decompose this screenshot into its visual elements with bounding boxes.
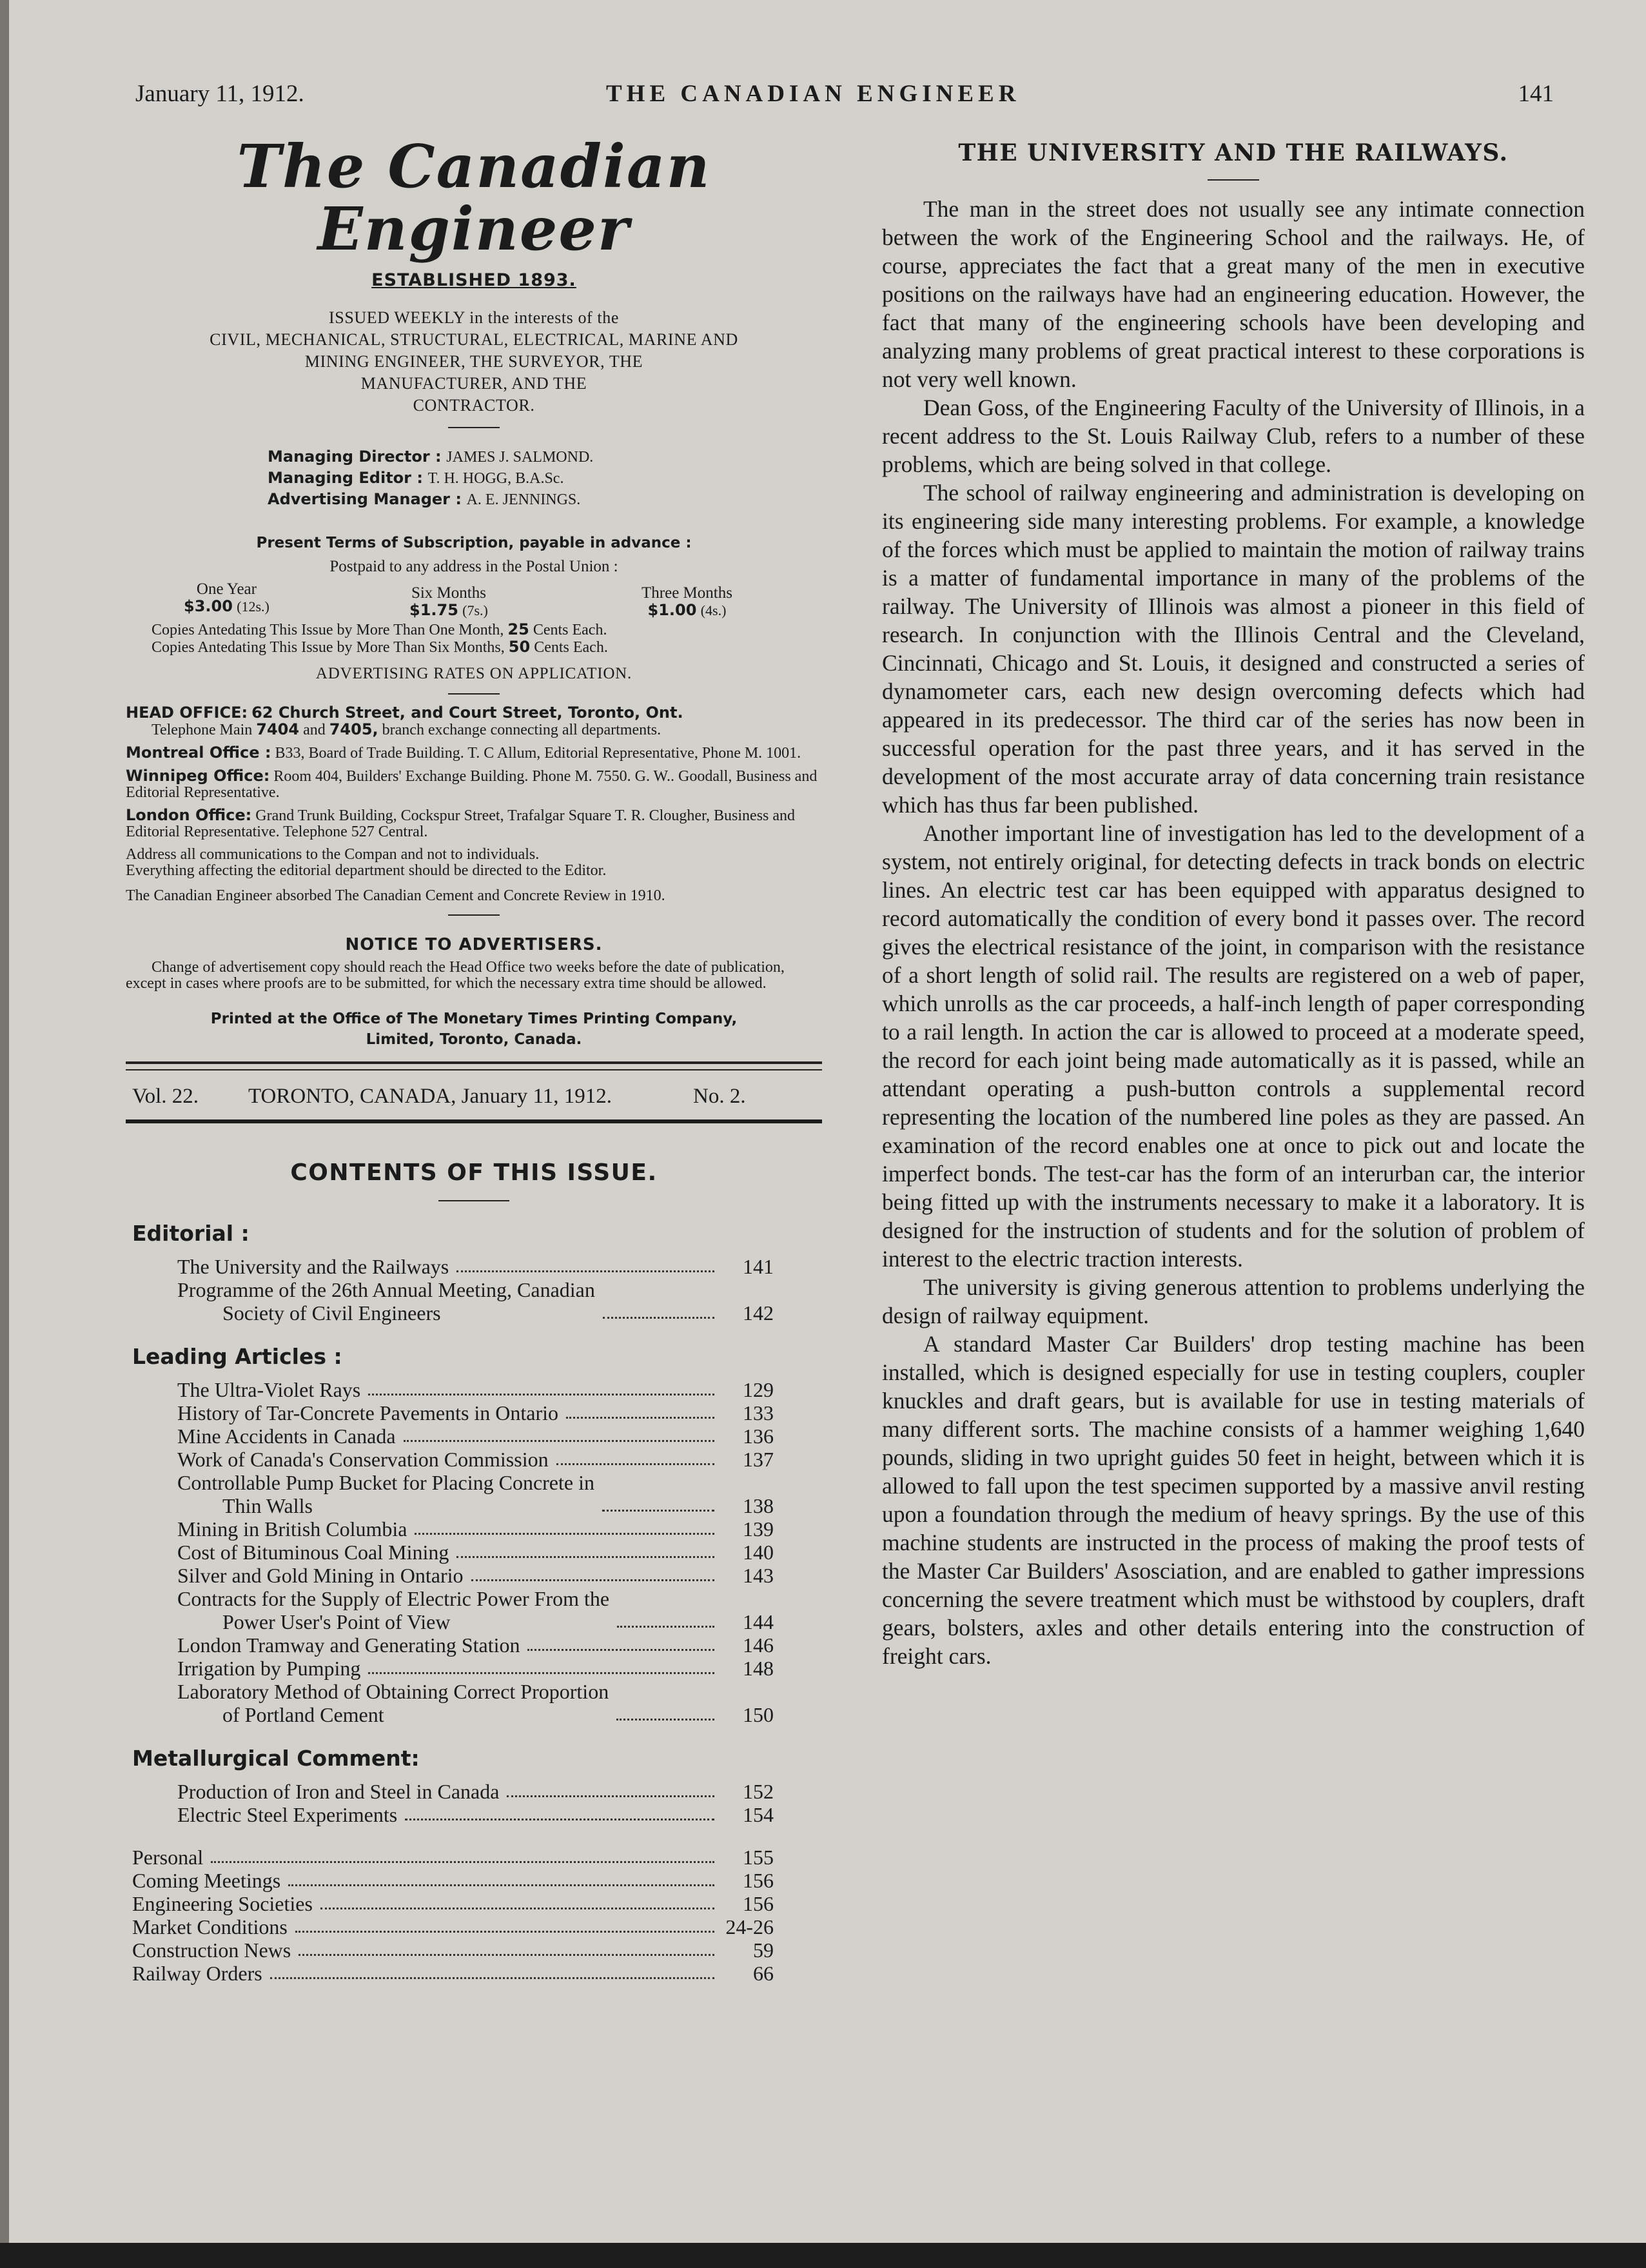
term-price: $1.75	[409, 601, 458, 620]
toc-title-cont: Power User's Point of View	[222, 1610, 451, 1634]
toc-title-line: Contracts for the Supply of Electric Power From the	[177, 1587, 610, 1611]
toc-title-line: Personal	[132, 1846, 204, 1869]
toc-entry[interactable]	[177, 1541, 774, 1564]
staff-row	[268, 468, 822, 489]
toc-title: The University and the Railways	[177, 1255, 449, 1279]
toc-entry[interactable]	[132, 1892, 774, 1915]
toc-entry[interactable]	[177, 1378, 774, 1401]
toc-title-line: Irrigation by Pumping	[177, 1657, 361, 1681]
toc-leader	[456, 1270, 714, 1272]
toc-entry[interactable]	[132, 1938, 774, 1962]
office-label: London Office:	[126, 806, 252, 825]
office-label: Winnipeg Office:	[126, 767, 270, 785]
toc-title-cont: of Portland Cement	[222, 1703, 384, 1727]
article-paragraph: A standard Master Car Builders' drop testing machine has been installed, which is designed especially for use in testing couplers, coupler knuckles and draft gears, but is available for use in testing materials of many different sorts. The machine consists of a hammer weighing 1,640 pounds, sliding in two upright guides 50 feet in height, between which it is allowed to fall upon the test specimen supported by a massive anvil resting upon a foundation through the medium of heavy springs. By the use of this machine students are instructed in the process of making the proof tests of the Master Car Builders' Asosciation, and are enabled to gather impressions concerning the severe treatment which must be withstood by couplers, draft gears, bolsters, axles and other details entering into the construction of freight cars.	[882, 1331, 1585, 1669]
toc-title-line: Production of Iron and Steel in Canada	[177, 1780, 500, 1804]
editorial-note: Everything affecting the editorial department should be directed to the Editor.	[126, 862, 607, 880]
article-paragraph: The school of railway engineering and administration is developing on its engineering side many interesting problems. For example, a knowledge of the forces which must be applied to maintain the motion of railway trains is a matter of fundamental importance in many of the problems of the railway. The University of Illinois was almost a pioneer in this field of research. In conjunction with the Illinois Central and the Cleveland, Cincinnati, Chicago and St. Louis, it designed and constructed a series of dynamometer cars, each new design overcoming defects which had appeared in its predecessor. The third car of the series has now been in successful operation for the past three years, and it has served in the development of the most accurate array of data concerning train resistance which has thus far been published.	[882, 480, 1585, 818]
toc-page: 138	[743, 1494, 774, 1518]
toc-leader	[288, 1884, 714, 1886]
toc-entry[interactable]	[177, 1680, 774, 1726]
toc-metallurgical-list	[126, 1780, 822, 1826]
toc-title-line: London Tramway and Generating Station	[177, 1633, 520, 1657]
toc-entry[interactable]	[177, 1471, 774, 1517]
copies-suffix: Cents Each.	[534, 639, 608, 656]
office-label: Montreal Office :	[126, 744, 271, 762]
volume-place-date: TORONTO, CANADA, January 11, 1912.	[248, 1085, 612, 1109]
thick-rule	[126, 1119, 822, 1123]
phone-number: 7404	[256, 720, 300, 739]
toc-entry[interactable]	[132, 1915, 774, 1938]
toc-leader	[456, 1556, 714, 1558]
staff-name: JAMES J. SALMOND.	[446, 449, 594, 466]
office-text: Room 404, Builders' Exchange Building. Phone M. 7550. G. W.. Goodall, Business and Editorial Representative.	[126, 768, 818, 802]
volume-line	[126, 1085, 822, 1117]
london-office	[126, 807, 822, 840]
copies-one-month	[152, 621, 822, 638]
term-unit: (7s.)	[462, 602, 488, 619]
advertising-rates: ADVERTISING RATES ON APPLICATION.	[315, 665, 632, 683]
article-paragraph: The university is giving generous attention to problems underlying the design of railway equipment.	[882, 1274, 1585, 1328]
toc-section-metallurgical: Metallurgical Comment:	[132, 1746, 420, 1771]
toc-title-line: The Ultra-Violet Rays	[177, 1378, 361, 1402]
toc-leader	[270, 1977, 714, 1979]
toc-page: 133	[743, 1401, 774, 1425]
toc-page: 152	[743, 1780, 774, 1804]
term-label: Six Months	[411, 584, 486, 602]
term-unit: (12s.)	[237, 598, 269, 615]
established-line: ESTABLISHED 1893.	[371, 270, 576, 291]
staff-row	[268, 446, 822, 468]
copies-text: Copies Antedating This Issue by More Than Six Months,	[152, 639, 505, 656]
staff-name: T. H. HOGG, B.A.Sc.	[427, 470, 564, 488]
toc-leader	[507, 1795, 714, 1797]
double-rule	[126, 1061, 822, 1064]
toc-entry[interactable]	[132, 1869, 774, 1892]
phone-suffix: branch exchange connecting all departments.	[382, 722, 661, 739]
contents-title: CONTENTS OF THIS ISSUE.	[290, 1159, 658, 1187]
office-phone-line	[126, 722, 822, 738]
toc-leader	[566, 1417, 714, 1419]
volume-number: Vol. 22.	[132, 1085, 199, 1109]
staff-role: Managing Director :	[268, 448, 442, 466]
toc-section-leading: Leading Articles :	[132, 1344, 342, 1370]
head-office	[126, 705, 822, 738]
article-title: THE UNIVERSITY AND THE RAILWAYS.	[958, 139, 1509, 166]
printer-line: Limited, Toronto, Canada.	[366, 1031, 582, 1049]
toc-title	[177, 1378, 360, 1401]
staff-name: A. E. JENNINGS.	[466, 491, 581, 509]
toc-page: 156	[743, 1892, 774, 1916]
toc-title	[177, 1425, 396, 1448]
toc-title	[177, 1657, 360, 1680]
notice-heading: NOTICE TO ADVERTISERS.	[345, 935, 603, 955]
toc-title	[177, 1517, 407, 1541]
toc-page: 136	[743, 1425, 774, 1448]
address-note: Address all communications to the Compan and not to individuals.	[126, 846, 540, 863]
toc-page: 155	[743, 1846, 774, 1869]
copies-text: Copies Antedating This Issue by More Than One Month,	[152, 622, 504, 639]
toc-title-line: Railway Orders	[132, 1962, 262, 1986]
toc-leader	[415, 1533, 714, 1535]
toc-leader	[368, 1394, 714, 1395]
subscription-terms	[126, 581, 822, 621]
toc-leader	[617, 1626, 714, 1628]
toc-page: 148	[743, 1657, 774, 1681]
subscription-postpaid: Postpaid to any address in the Postal Union :	[329, 558, 618, 576]
toc-title	[177, 1278, 595, 1325]
toc-title	[177, 1471, 594, 1517]
toc-title-line: Coming Meetings	[132, 1869, 281, 1893]
toc-leader	[295, 1931, 714, 1933]
toc-title	[132, 1892, 313, 1915]
toc-title	[132, 1938, 291, 1962]
toc-title	[177, 1587, 609, 1633]
toc-title-cont: Thin Walls	[222, 1494, 313, 1518]
toc-title	[177, 1541, 449, 1564]
double-rule	[126, 1069, 822, 1070]
toc-section-editorial: Editorial :	[132, 1221, 250, 1247]
toc-leader	[368, 1672, 714, 1674]
toc-title	[132, 1915, 288, 1938]
divider	[448, 914, 500, 916]
toc-page: 140	[743, 1541, 774, 1564]
toc-entry[interactable]	[177, 1657, 774, 1680]
term-price: $3.00	[184, 597, 233, 616]
divider	[438, 1200, 509, 1201]
masthead-column	[126, 132, 822, 2218]
issue-date: January 11, 1912.	[135, 81, 304, 107]
toc-entry[interactable]	[177, 1633, 774, 1657]
toc-title	[177, 1680, 609, 1726]
term-three-months	[642, 585, 732, 619]
toc-title-line: Silver and Gold Mining in Ontario	[177, 1564, 464, 1588]
toc-title-line: Mine Accidents in Canada	[177, 1425, 396, 1448]
toc-leader	[320, 1908, 714, 1909]
toc-entry[interactable]	[132, 1962, 774, 1985]
staff-role: Advertising Manager :	[268, 490, 462, 509]
toc-page: 24-26	[725, 1915, 774, 1939]
toc-leader	[471, 1579, 714, 1581]
intro-line: CONTRACTOR.	[413, 396, 535, 415]
toc-entry[interactable]	[177, 1780, 774, 1803]
copies-six-months	[152, 638, 822, 656]
office-text: Grand Trunk Building, Cockspur Street, Trafalgar Square T. R. Clougher, Business and Editorial Representative. Telephone 527 Central.	[126, 807, 796, 841]
toc-page: 144	[743, 1610, 774, 1634]
article-paragraph: Another important line of investigation has led to the development of a system, not entirely original, for detecting defects in track bonds on electric lines. An electric test car has been equipped with apparatus designed to record automatically the condition of every bond it passes over. The record gives the electrical resistance of the joint, in comparison with the resistance of a short length of solid rail. The results are registered on a web of paper, which unrolls as the car proceeds, a half-inch length of paper corresponding to a rail length. In action the car is allowed to proceed at a moderate speed, the record for each joint being made automatically as it is passed, while an attendant operating a push-button controls a supplemental record representing the location of the numbered line poles as they are passed. An examination of the record enables one at once to pick out and locate the imperfect bonds. The test-car has the form of an interurban car, the interior being fitted up with the instruments necessary to make it a laboratory. It is designed for the instruction of students and for the solution of problem of interest to the electric traction interests.	[882, 820, 1585, 1272]
toc-title	[132, 1869, 280, 1892]
term-label: Three Months	[642, 584, 732, 602]
toc-leader	[616, 1719, 714, 1721]
toc-title	[132, 1846, 203, 1869]
office-label: HEAD OFFICE:	[126, 704, 248, 722]
divider	[1208, 179, 1259, 181]
toc-leader	[405, 1819, 714, 1820]
toc-leader	[602, 1510, 714, 1512]
toc-entry[interactable]	[177, 1255, 774, 1278]
notice-text: Change of advertisement copy should reach the Head Office two weeks before the date of publication, except in cases where proofs are to be submitted, for which the necessary extra time should be allowed.	[126, 959, 785, 992]
journal-name: THE CANADIAN ENGINEER	[606, 81, 1021, 107]
toc-title	[177, 1633, 520, 1657]
toc-leader	[299, 1954, 714, 1956]
toc-leader	[603, 1317, 714, 1319]
toc-title-line: Cost of Bituminous Coal Mining	[177, 1541, 449, 1564]
toc-title-line: Market Conditions	[132, 1915, 288, 1939]
term-six-months	[409, 585, 488, 619]
intro-line: MINING ENGINEER, THE SURVEYOR, THE	[304, 352, 643, 371]
toc-entry[interactable]	[177, 1425, 774, 1448]
article-column	[882, 135, 1585, 2186]
toc-title-line: Laboratory Method of Obtaining Correct Proportion	[177, 1680, 609, 1704]
toc-title	[177, 1448, 549, 1471]
term-price: $1.00	[647, 601, 697, 620]
subscription-heading: Present Terms of Subscription, payable in advance :	[256, 535, 692, 552]
toc-page: 137	[743, 1448, 774, 1472]
phone-number: 7405,	[329, 720, 378, 739]
article-paragraph: Dean Goss, of the Engineering Faculty of the University of Illinois, in a recent address to the St. Louis Railway Club, refers to a number of these problems, which are being solved in that college.	[882, 395, 1585, 477]
issue-number: No. 2.	[693, 1085, 746, 1109]
toc-title	[177, 1564, 464, 1587]
toc-page: 141	[743, 1255, 774, 1279]
printer-line: Printed at the Office of The Monetary Times Printing Company,	[210, 1011, 738, 1028]
toc-title-line: Controllable Pump Bucket for Placing Concrete in	[177, 1471, 594, 1495]
toc-entry[interactable]	[177, 1278, 774, 1325]
phone-and: and	[303, 722, 326, 739]
intro-line: ISSUED WEEKLY in the interests of the	[329, 308, 619, 328]
toc-title-line: Construction News	[132, 1938, 291, 1962]
phone-prefix: Telephone Main	[152, 722, 253, 739]
masthead-intro	[152, 307, 796, 417]
toc-title-line: History of Tar-Concrete Pavements in Ontario	[177, 1401, 559, 1425]
copies-price: 25	[507, 620, 529, 639]
toc-entry[interactable]	[177, 1587, 774, 1633]
toc-page: 150	[743, 1703, 774, 1727]
toc-leader	[527, 1649, 714, 1651]
toc-title	[177, 1803, 397, 1826]
toc-page: 154	[743, 1803, 774, 1827]
toc-leading-list	[126, 1378, 822, 1726]
toc-leader	[556, 1463, 714, 1465]
toc-title-line: Engineering Societies	[132, 1892, 313, 1916]
masthead-title: The Canadian Engineer	[237, 132, 711, 264]
toc-page: 156	[743, 1869, 774, 1893]
toc-title-line: Work of Canada's Conservation Commission	[177, 1448, 549, 1472]
staff-role: Managing Editor :	[268, 469, 423, 488]
toc-title-line: Electric Steel Experiments	[177, 1803, 398, 1827]
toc-page: 59	[753, 1938, 774, 1962]
toc-page: 146	[743, 1633, 774, 1657]
toc-entry[interactable]	[177, 1401, 774, 1425]
intro-line: MANUFACTURER, AND THE	[360, 374, 587, 393]
toc-title-line: Mining in British Columbia	[177, 1517, 407, 1541]
toc-title	[132, 1962, 262, 1985]
article-paragraph: The man in the street does not usually see any intimate connection between the work of the Engineering School and the railways. He, of course, appreciates the fact that a great many of the men in executive positions on the railways have had an engineering education. However, the fact that many of the engineering schools have been developing and analyzing many problems of great practical interest to these corporations is not very well known.	[882, 196, 1585, 392]
toc-leader	[404, 1440, 714, 1442]
absorbed-note: The Canadian Engineer absorbed The Canadian Cement and Concrete Review in 1910.	[126, 887, 665, 905]
toc-entry[interactable]	[177, 1448, 774, 1471]
toc-misc-list	[126, 1846, 822, 1985]
office-address: 62 Church Street, and Court Street, Toronto, Ont.	[251, 704, 683, 722]
office-text: B33, Board of Trade Building. T. C Allum, Editorial Representative, Phone M. 1001.	[275, 745, 801, 762]
staff-list	[268, 446, 822, 510]
term-label: One Year	[196, 580, 257, 598]
staff-row	[268, 489, 822, 510]
divider	[448, 427, 500, 428]
winnipeg-office	[126, 768, 822, 801]
running-head	[135, 80, 1554, 119]
toc-page: 142	[743, 1301, 774, 1325]
copies-suffix: Cents Each.	[533, 622, 607, 639]
scan-bottom-edge	[0, 2243, 1646, 2268]
toc-page: 66	[753, 1962, 774, 1986]
term-unit: (4s.)	[700, 602, 727, 619]
copies-price: 50	[508, 638, 531, 656]
toc-leader	[211, 1861, 714, 1863]
journal-page	[9, 0, 1646, 2243]
toc-title-line: Programme of the 26th Annual Meeting, Canadian	[177, 1278, 595, 1302]
toc-title	[177, 1780, 499, 1803]
toc-entry[interactable]	[132, 1846, 774, 1869]
toc-title-cont: Society of Civil Engineers	[222, 1301, 441, 1325]
printer-credit	[126, 1009, 822, 1050]
toc-entry[interactable]	[177, 1803, 774, 1826]
page-number: 141	[1518, 81, 1554, 107]
toc-page: 143	[743, 1564, 774, 1588]
divider	[448, 693, 500, 695]
term-one-year	[184, 581, 269, 615]
toc-entry[interactable]	[177, 1564, 774, 1587]
book-gutter-edge	[0, 0, 9, 2268]
toc-page: 139	[743, 1517, 774, 1541]
montreal-office	[126, 745, 822, 762]
toc-page: 129	[743, 1378, 774, 1402]
intro-line: CIVIL, MECHANICAL, STRUCTURAL, ELECTRICAL, MARINE AND	[210, 330, 738, 350]
toc-entry[interactable]	[177, 1517, 774, 1541]
toc-title	[177, 1401, 558, 1425]
